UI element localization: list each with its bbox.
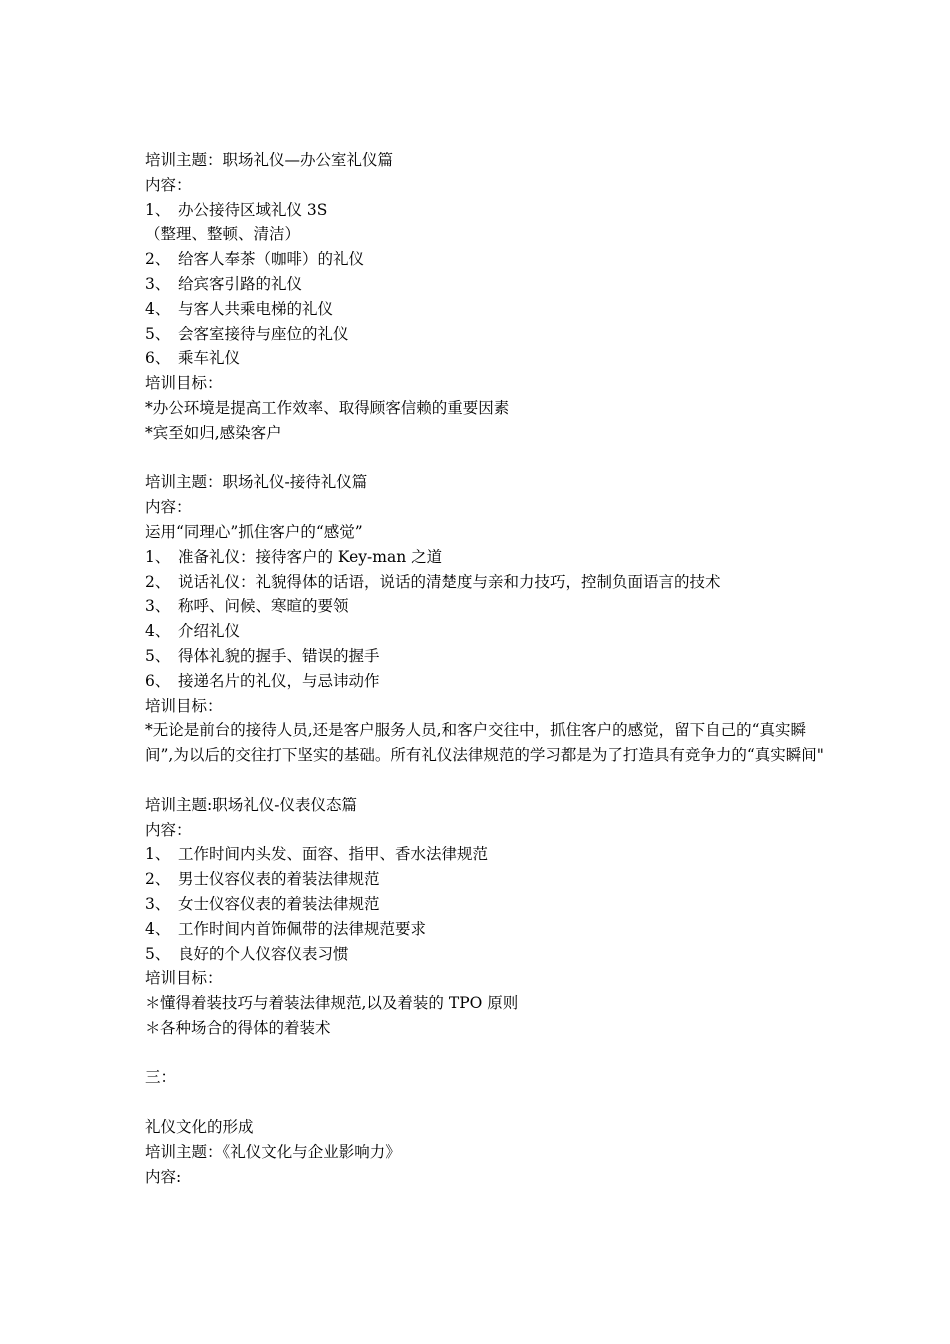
list-item bbox=[145, 867, 825, 892]
section3-goal-label: 培训目标： bbox=[145, 969, 223, 988]
goal-text: 懂得着装技巧与着装法律规范,以及着装的 TPO 原则 bbox=[160, 994, 519, 1013]
spacer bbox=[145, 1041, 825, 1066]
item-number: 1、 bbox=[145, 200, 171, 219]
section1-content-label: 内容： bbox=[145, 175, 192, 194]
list-item bbox=[145, 842, 825, 867]
section4-title: 培训主题：《礼仪文化与企业影响力》 bbox=[145, 1142, 401, 1161]
item-number: 3、 bbox=[145, 894, 171, 913]
goal-item bbox=[145, 1016, 825, 1041]
goal-item: *办公环境是提高工作效率、取得顾客信赖的重要因素 bbox=[145, 398, 510, 417]
list-item bbox=[145, 198, 825, 223]
item-number: 4、 bbox=[145, 622, 171, 641]
section2-goal-label: 培训目标： bbox=[145, 696, 223, 715]
list-item bbox=[145, 247, 825, 272]
spacer bbox=[145, 768, 825, 793]
item-text: 男士仪容仪表的着装法律规范 bbox=[178, 870, 380, 889]
item-text: 办公接待区域礼仪 3S bbox=[178, 200, 328, 219]
list-item bbox=[145, 570, 825, 595]
asterisk-icon: ＊ bbox=[145, 1018, 161, 1037]
item-number: 1、 bbox=[145, 845, 171, 864]
item-number: 1、 bbox=[145, 547, 171, 566]
item-text: 给客人奉茶（咖啡）的礼仪 bbox=[178, 250, 365, 269]
item-number: 5、 bbox=[145, 944, 171, 963]
item-text: 称呼、问候、寒暄的要领 bbox=[178, 597, 349, 616]
item-number: 5、 bbox=[145, 646, 171, 665]
section2-title: 培训主题：职场礼仪-接待礼仪篇 bbox=[145, 473, 368, 492]
item-number: 6、 bbox=[145, 349, 171, 368]
list-item bbox=[145, 669, 825, 694]
item-text: 乘车礼仪 bbox=[178, 349, 241, 368]
section4-heading: 三： bbox=[145, 1068, 177, 1087]
item-text: 良好的个人仪容仪表习惯 bbox=[178, 944, 349, 963]
item-text: 工作时间内首饰佩带的法律规范要求 bbox=[178, 919, 427, 938]
section2-goal-paragraph: *无论是前台的接待人员,还是客户服务人员,和客户交往中，抓住客户的感觉，留下自己的“真实瞬间”,为以后的交往打下坚实的基础。所有礼仪法律规范的学习都是为了打造具有竞争力的“真实瞬间" bbox=[145, 721, 824, 765]
list-item bbox=[145, 545, 825, 570]
item-number: 5、 bbox=[145, 324, 171, 343]
item-text: 说话礼仪：礼貌得体的话语，说话的清楚度与亲和力技巧，控制负面语言的技术 bbox=[178, 572, 721, 591]
section2-content-label: 内容： bbox=[145, 498, 192, 517]
item-number: 3、 bbox=[145, 597, 171, 616]
section3-title: 培训主题:职场礼仪-仪表仪态篇 bbox=[145, 795, 357, 814]
list-item-continuation bbox=[145, 222, 825, 247]
item-number: 6、 bbox=[145, 671, 171, 690]
list-item bbox=[145, 272, 825, 297]
section1-title: 培训主题：职场礼仪—办公室礼仪篇 bbox=[145, 151, 394, 169]
item-text: 介绍礼仪 bbox=[178, 622, 241, 641]
item-text: 准备礼仪：接待客户的 Key-man 之道 bbox=[178, 547, 443, 566]
goal-item: *宾至如归,感染客户 bbox=[145, 423, 282, 442]
list-item bbox=[145, 942, 825, 967]
asterisk-icon: ＊ bbox=[145, 994, 161, 1013]
item-number: 2、 bbox=[145, 870, 171, 889]
item-number: 3、 bbox=[145, 274, 171, 293]
list-item bbox=[145, 892, 825, 917]
spacer bbox=[145, 1090, 825, 1115]
list-item bbox=[145, 619, 825, 644]
spacer bbox=[145, 446, 825, 471]
item-text: 女士仪容仪表的着装法律规范 bbox=[178, 894, 380, 913]
item-text: 会客室接待与座位的礼仪 bbox=[178, 324, 349, 343]
section2-intro: 运用“同理心”抓住客户的“感觉” bbox=[145, 522, 363, 541]
list-item bbox=[145, 917, 825, 942]
section3-content-label: 内容： bbox=[145, 820, 192, 839]
item-text: 接递名片的礼仪，与忌讳动作 bbox=[178, 671, 380, 690]
item-number: 2、 bbox=[145, 250, 171, 269]
item-number: 4、 bbox=[145, 299, 171, 318]
section4-content-label: 内容: bbox=[145, 1167, 182, 1186]
section4-subheading: 礼仪文化的形成 bbox=[145, 1118, 254, 1137]
item-text: 与客人共乘电梯的礼仪 bbox=[178, 299, 334, 318]
list-item bbox=[145, 346, 825, 371]
goal-text: 各种场合的得体的着装术 bbox=[160, 1018, 331, 1037]
item-text: （整理、整顿、清洁） bbox=[145, 225, 301, 244]
list-item bbox=[145, 644, 825, 669]
item-number: 4、 bbox=[145, 919, 171, 938]
goal-item bbox=[145, 991, 825, 1016]
list-item bbox=[145, 297, 825, 322]
list-item bbox=[145, 594, 825, 619]
item-text: 给宾客引路的礼仪 bbox=[178, 274, 303, 293]
list-item bbox=[145, 322, 825, 347]
item-number: 2、 bbox=[145, 572, 171, 591]
item-text: 得体礼貌的握手、错误的握手 bbox=[178, 646, 380, 665]
item-text: 工作时间内头发、面容、指甲、香水法律规范 bbox=[178, 845, 489, 864]
document-body bbox=[145, 148, 825, 1189]
section1-goal-label: 培训目标： bbox=[145, 374, 223, 393]
